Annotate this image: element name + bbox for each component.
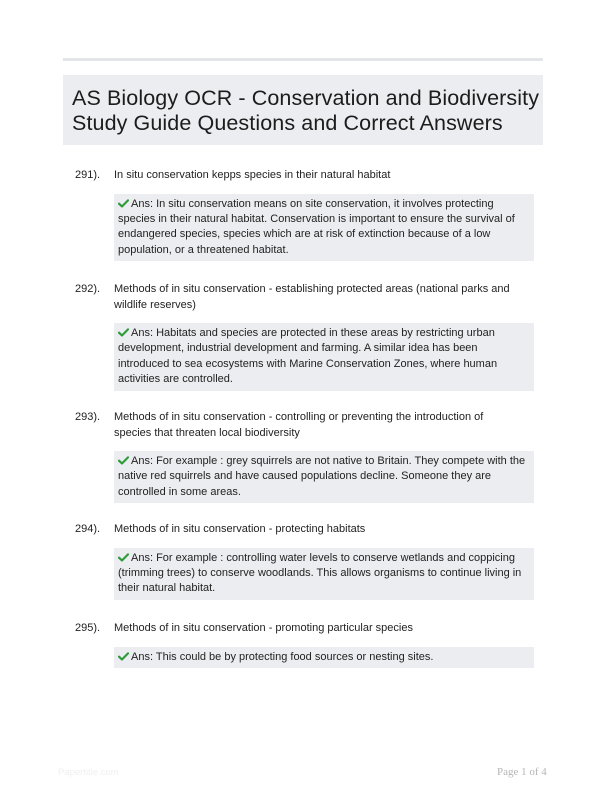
question-block-293 (63, 410, 543, 503)
page-indicator: Page 1 of 4 (497, 766, 547, 778)
check-icon (118, 652, 129, 661)
question-block-291 (63, 168, 543, 261)
question-number: 295). (75, 622, 101, 634)
title-line-1: AS Biology OCR - Conservation and Biodiversity (72, 86, 540, 110)
document-title (72, 86, 543, 136)
answer-box (114, 323, 534, 391)
check-icon (118, 328, 129, 337)
question-number: 294). (75, 523, 101, 535)
question-number: 292). (75, 283, 101, 295)
check-icon (118, 456, 129, 465)
answer-text: Ans: In situ conservation means on site conservation, it involves protecting species in their natural habitat. Conservation is important to ensure the survival of endangered species, species which are at risk of extinction because of a low population, or a threatened habitat. (118, 197, 515, 256)
answer-box (114, 194, 534, 262)
answer-box (114, 451, 534, 503)
answer-text: Ans: This could be by protecting food sources or nesting sites. (131, 650, 434, 663)
check-icon (118, 199, 129, 208)
question-block-294 (63, 522, 543, 600)
question-number: 293). (75, 411, 101, 423)
answer-box (114, 548, 534, 600)
question-block-292 (63, 282, 543, 391)
answer-text: Ans: Habitats and species are protected in these areas by restricting urban development, industrial development and farming. A similar idea has been introduced to sea ecosystems with Marine Conservation Zones, where human activities are controlled. (118, 327, 498, 386)
question-text: Methods of in situ conservation - promoting particular species (114, 622, 413, 634)
check-icon (118, 553, 129, 562)
question-text: Methods of in situ conservation - controlling or preventing the introduction of species that threaten local biodiversity (114, 411, 484, 439)
top-divider (63, 58, 543, 61)
document-title-banner (63, 75, 543, 145)
question-text: In situ conservation kepps species in their natural habitat (114, 169, 391, 181)
question-number: 291). (75, 169, 101, 181)
answer-box (114, 647, 534, 668)
answer-text: Ans: For example : controlling water levels to conserve wetlands and coppicing (trimming trees) to conserve woodlands. This allows organisms to continue living in their natural habitat. (118, 551, 522, 595)
question-block-295 (63, 621, 543, 668)
question-text: Methods of in situ conservation - protecting habitats (114, 523, 366, 535)
question-text: Methods of in situ conservation - establishing protected areas (national parks and wildlife reserves) (114, 283, 510, 311)
answer-text: Ans: For example : grey squirrels are not native to Britain. They compete with the native red squirrels and have caused populations decline. Someone they are controlled in some areas. (118, 455, 526, 498)
footer-watermark: Papertitle.com (58, 767, 119, 778)
title-line-2: Study Guide Questions and Correct Answers (72, 111, 503, 135)
